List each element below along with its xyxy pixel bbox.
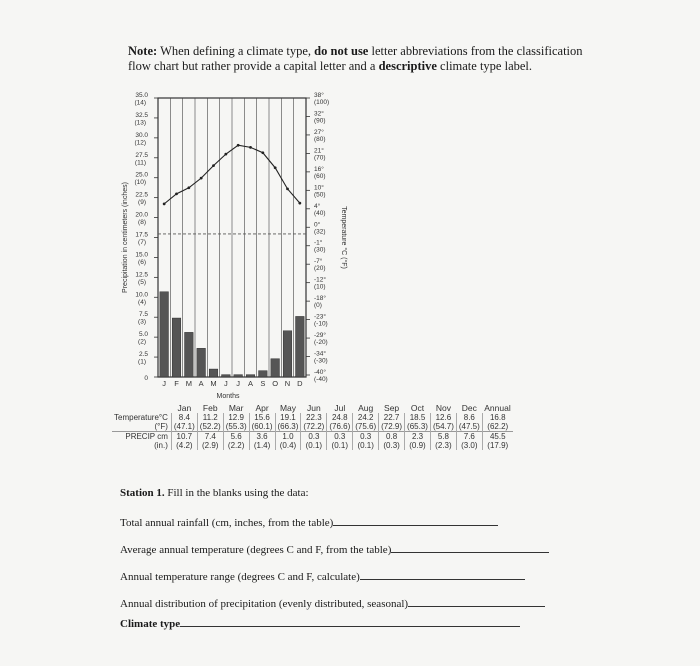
left-tick-label: 17.5: [135, 231, 148, 239]
precip-cm-cell: 5.6: [223, 432, 249, 442]
right-tick-label: -34°: [314, 350, 326, 358]
right-tick-sublabel: (40): [314, 209, 326, 217]
temp-c-cell: 16.8: [482, 413, 512, 422]
left-tick-label: 7.5: [138, 311, 148, 319]
right-tick-label: 16°: [314, 165, 324, 173]
temp-c-cell: 24.2: [353, 413, 379, 422]
right-tick-sublabel: (30): [314, 246, 326, 254]
temp-f-cell: (65.3): [405, 422, 431, 432]
month: Mar: [228, 403, 244, 413]
right-tick-sublabel: (100): [314, 99, 330, 106]
left-tick-sublabel: (12): [134, 139, 146, 147]
precip-cm-cell: 45.5: [482, 432, 512, 442]
right-tick-label: -12°: [314, 276, 326, 284]
month-tick-label: J: [223, 379, 228, 388]
temp-c-cell: 22.7: [379, 413, 405, 422]
month-tick-label: M: [185, 379, 192, 388]
month: Nov: [435, 403, 451, 413]
precip-bar: [234, 375, 243, 377]
precip-cm-cell: 5.8: [430, 432, 456, 442]
left-tick-label: 27.5: [135, 151, 148, 159]
right-tick-label: 10°: [314, 184, 324, 192]
right-tick-label: -29°: [314, 332, 326, 340]
left-tick-label: 20.0: [135, 211, 148, 219]
temperature-point: [274, 166, 277, 169]
left-tick-label: 22.5: [135, 191, 148, 199]
temperature-point: [175, 192, 178, 195]
temperature-point: [187, 186, 190, 189]
month: Annual: [484, 403, 511, 413]
month: Sep: [384, 403, 400, 413]
month: Aug: [358, 403, 374, 413]
month: Oct: [410, 403, 425, 413]
temp-c-cell: 12.6: [430, 413, 456, 422]
precip-cm-cell: 0.3: [353, 432, 379, 442]
station-instruction: Fill in the blanks using the data:: [167, 487, 309, 499]
question-total-rainfall: [120, 514, 498, 529]
temp-c-label: Temperature°C: [114, 413, 168, 422]
right-tick-label: -18°: [314, 295, 326, 303]
temperature-point: [249, 146, 252, 149]
temp-c-cell: 8.6: [456, 413, 482, 422]
right-tick-sublabel: (32): [314, 228, 326, 236]
precip-in-cell: (2.9): [197, 441, 223, 450]
right-tick-sublabel: (50): [314, 191, 326, 199]
right-tick-sublabel: (-10): [314, 320, 328, 328]
right-tick-label: -40°: [314, 369, 326, 376]
left-tick-label: 12.5: [135, 271, 148, 279]
precip-in-cell: (0.3): [379, 441, 405, 450]
x-axis-title: Months: [216, 393, 240, 400]
month: Dec: [461, 403, 477, 413]
temperature-point: [212, 164, 215, 167]
right-tick-label: 32°: [314, 110, 324, 118]
question-temp-range: [120, 568, 525, 583]
temp-f-cell: (62.2): [482, 422, 512, 432]
station-title: Station 1.: [120, 487, 165, 499]
table-row-precip-cm: [112, 432, 513, 442]
temp-f-cell: (66.3): [275, 422, 301, 432]
left-tick-sublabel: (10): [134, 179, 146, 187]
month-tick-label: N: [284, 379, 291, 388]
left-tick-label: 30.0: [135, 131, 148, 139]
month-tick-label: J: [162, 379, 167, 388]
precip-in-cell: (3.0): [456, 441, 482, 450]
temp-f-cell: (76.6): [327, 422, 353, 432]
temp-c-cell: 11.2: [197, 413, 223, 422]
precip-cm-cell: 7.4: [197, 432, 223, 442]
temperature-point: [163, 202, 166, 205]
precip-bar: [259, 371, 268, 377]
precip-cm-label: PRECIP cm: [112, 432, 171, 442]
left-tick-sublabel: (7): [138, 239, 146, 246]
month-tick-label: D: [297, 379, 303, 388]
precip-cm-cell: 3.6: [249, 432, 275, 442]
temp-f-cell: (75.6): [353, 422, 379, 432]
precip-cm-cell: 2.3: [405, 432, 431, 442]
right-tick-label: 38°: [314, 92, 324, 99]
temperature-point: [237, 144, 240, 147]
right-tick-label: 21°: [314, 147, 324, 155]
left-tick-sublabel: (9): [138, 199, 146, 207]
right-tick-label: -23°: [314, 313, 326, 321]
temp-f-cell: (52.2): [197, 422, 223, 432]
precip-bar: [160, 292, 169, 377]
temp-c-cell: 22.3: [301, 413, 327, 422]
right-tick-label: -7°: [314, 258, 323, 266]
temp-f-cell: (72.9): [379, 422, 405, 432]
left-axis-title: Precipitation in centimeters (inches): [122, 182, 129, 293]
question-5-label: Climate type: [120, 618, 181, 630]
left-tick-label: 35.0: [135, 92, 148, 99]
right-tick-sublabel: (10): [314, 283, 326, 291]
precip-bar: [209, 369, 218, 377]
right-tick-sublabel: (20): [314, 265, 326, 273]
temperature-point: [200, 177, 203, 180]
precip-in-cell: (0.1): [327, 441, 353, 450]
precip-in-cell: (2.3): [430, 441, 456, 450]
right-tick-label: 4°: [314, 202, 321, 210]
left-tick-label: 0: [144, 375, 148, 382]
temperature-point: [298, 202, 301, 205]
temp-c-cell: 12.9: [223, 413, 249, 422]
precip-bar: [283, 331, 292, 377]
temp-c-cell: 19.1: [275, 413, 301, 422]
left-tick-label: 10.0: [135, 291, 148, 299]
precip-in-cell: (0.1): [301, 441, 327, 450]
left-tick-sublabel: (2): [138, 338, 146, 346]
precip-bar: [296, 316, 305, 377]
temp-c-cell: 24.8: [327, 413, 353, 422]
temperature-point: [261, 151, 264, 154]
temp-f-label: (°F): [154, 422, 168, 431]
table-header-row: [112, 403, 513, 413]
answer-blank-1[interactable]: [333, 514, 498, 526]
table-row-precip-in: [112, 441, 513, 450]
question-precip-distribution: [120, 595, 545, 610]
left-tick-label: 2.5: [138, 351, 148, 359]
month: Jul: [334, 403, 346, 413]
precip-bar: [271, 359, 280, 377]
temp-f-cell: (72.2): [301, 422, 327, 432]
temp-c-cell: 15.6: [249, 413, 275, 422]
climate-data-table: [112, 403, 513, 450]
right-tick-sublabel: (60): [314, 172, 326, 180]
right-tick-sublabel: (-40): [314, 376, 328, 383]
table-row-temp-c: [112, 413, 513, 422]
precip-cm-cell: 0.3: [327, 432, 353, 442]
right-tick-label: 27°: [314, 128, 324, 136]
precip-in-cell: (0.1): [353, 441, 379, 450]
note-text-2: letter abbreviations from the classification flow chart but rather provide a capital letter and a: [128, 44, 583, 73]
precip-bar: [222, 375, 231, 377]
month: Feb: [202, 403, 218, 413]
station-heading: [120, 487, 309, 499]
precip-in-label: (in.): [154, 441, 168, 450]
left-tick-sublabel: (8): [138, 219, 146, 227]
month-tick-label: A: [198, 379, 204, 388]
precip-in-cell: (17.9): [482, 441, 512, 450]
month-tick-label: F: [174, 379, 179, 388]
precip-bar: [197, 348, 206, 377]
right-tick-sublabel: (-20): [314, 339, 328, 347]
right-tick-label: -1°: [314, 239, 323, 247]
right-tick-label: 0°: [314, 221, 321, 229]
month: Apr: [255, 403, 269, 413]
precip-cm-cell: 0.8: [379, 432, 405, 442]
precip-in-cell: (4.2): [171, 441, 197, 450]
temperature-point: [224, 153, 227, 156]
temp-c-cell: 8.4: [171, 413, 197, 422]
left-tick-label: 15.0: [135, 251, 148, 259]
answer-blank-2[interactable]: [391, 541, 549, 553]
question-avg-temp: [120, 541, 549, 556]
question-1-label: Total annual rainfall (cm, inches, from the table): [120, 517, 334, 529]
temp-f-cell: (54.7): [430, 422, 456, 432]
left-tick-sublabel: (13): [134, 119, 146, 127]
precip-bar: [172, 318, 181, 377]
right-tick-sublabel: (-30): [314, 357, 328, 365]
precip-cm-cell: 7.6: [456, 432, 482, 442]
note-bold-2: descriptive: [378, 59, 437, 73]
temp-f-cell: (60.1): [249, 422, 275, 432]
right-axis-title: Temperature °C (°F): [340, 206, 347, 269]
table-row-temp-f: [112, 422, 513, 432]
left-tick-sublabel: (6): [138, 258, 146, 266]
right-tick-sublabel: (80): [314, 135, 326, 143]
note-bold-1: do not use: [314, 44, 369, 58]
question-3-label: Annual temperature range (degrees C and F, calculate): [120, 571, 360, 583]
temp-f-cell: (55.3): [223, 422, 249, 432]
precip-bar: [185, 332, 194, 377]
precip-cm-cell: 1.0: [275, 432, 301, 442]
temp-c-cell: 18.5: [405, 413, 431, 422]
left-tick-sublabel: (4): [138, 298, 146, 306]
question-4-label: Annual distribution of precipitation (evenly distributed, seasonal): [120, 598, 409, 610]
question-climate-type: [120, 615, 520, 630]
month-tick-label: O: [272, 379, 279, 388]
precip-in-cell: (1.4): [249, 441, 275, 450]
left-tick-sublabel: (1): [138, 358, 146, 366]
left-tick-label: 32.5: [135, 111, 148, 119]
month: May: [279, 403, 296, 413]
temperature-point: [286, 187, 289, 190]
month: Jun: [307, 403, 321, 413]
temp-f-cell: (47.1): [171, 422, 197, 432]
left-tick-sublabel: (3): [138, 318, 146, 326]
precip-cm-cell: 0.3: [301, 432, 327, 442]
question-2-label: Average annual temperature (degrees C and F, from the table): [120, 544, 392, 556]
answer-blank-4[interactable]: [408, 595, 545, 607]
month-tick-label: J: [236, 379, 241, 388]
note-text-3: climate type label.: [440, 59, 533, 73]
month-tick-label: A: [247, 379, 254, 388]
temp-f-cell: (47.5): [456, 422, 482, 432]
answer-blank-3[interactable]: [360, 568, 525, 580]
right-tick-sublabel: (0): [314, 302, 322, 310]
precip-in-cell: (0.9): [405, 441, 431, 450]
month-tick-label: S: [260, 379, 266, 388]
precip-in-cell: (0.4): [275, 441, 301, 450]
precip-cm-cell: 10.7: [171, 432, 197, 442]
answer-blank-5[interactable]: [180, 615, 520, 627]
left-tick-sublabel: (11): [134, 159, 146, 167]
precip-in-cell: (2.2): [223, 441, 249, 450]
left-tick-sublabel: (5): [138, 278, 146, 286]
left-tick-sublabel: (14): [134, 99, 146, 107]
month: Jan: [177, 403, 192, 413]
left-tick-label: 5.0: [138, 331, 148, 339]
precip-bar: [246, 375, 255, 377]
note-text-1: When defining a climate type,: [160, 44, 312, 58]
month-tick-label: M: [210, 379, 217, 388]
right-tick-sublabel: (70): [314, 154, 326, 162]
right-tick-sublabel: (90): [314, 117, 326, 125]
left-tick-label: 25.0: [135, 171, 148, 179]
note-label: Note:: [128, 44, 158, 58]
